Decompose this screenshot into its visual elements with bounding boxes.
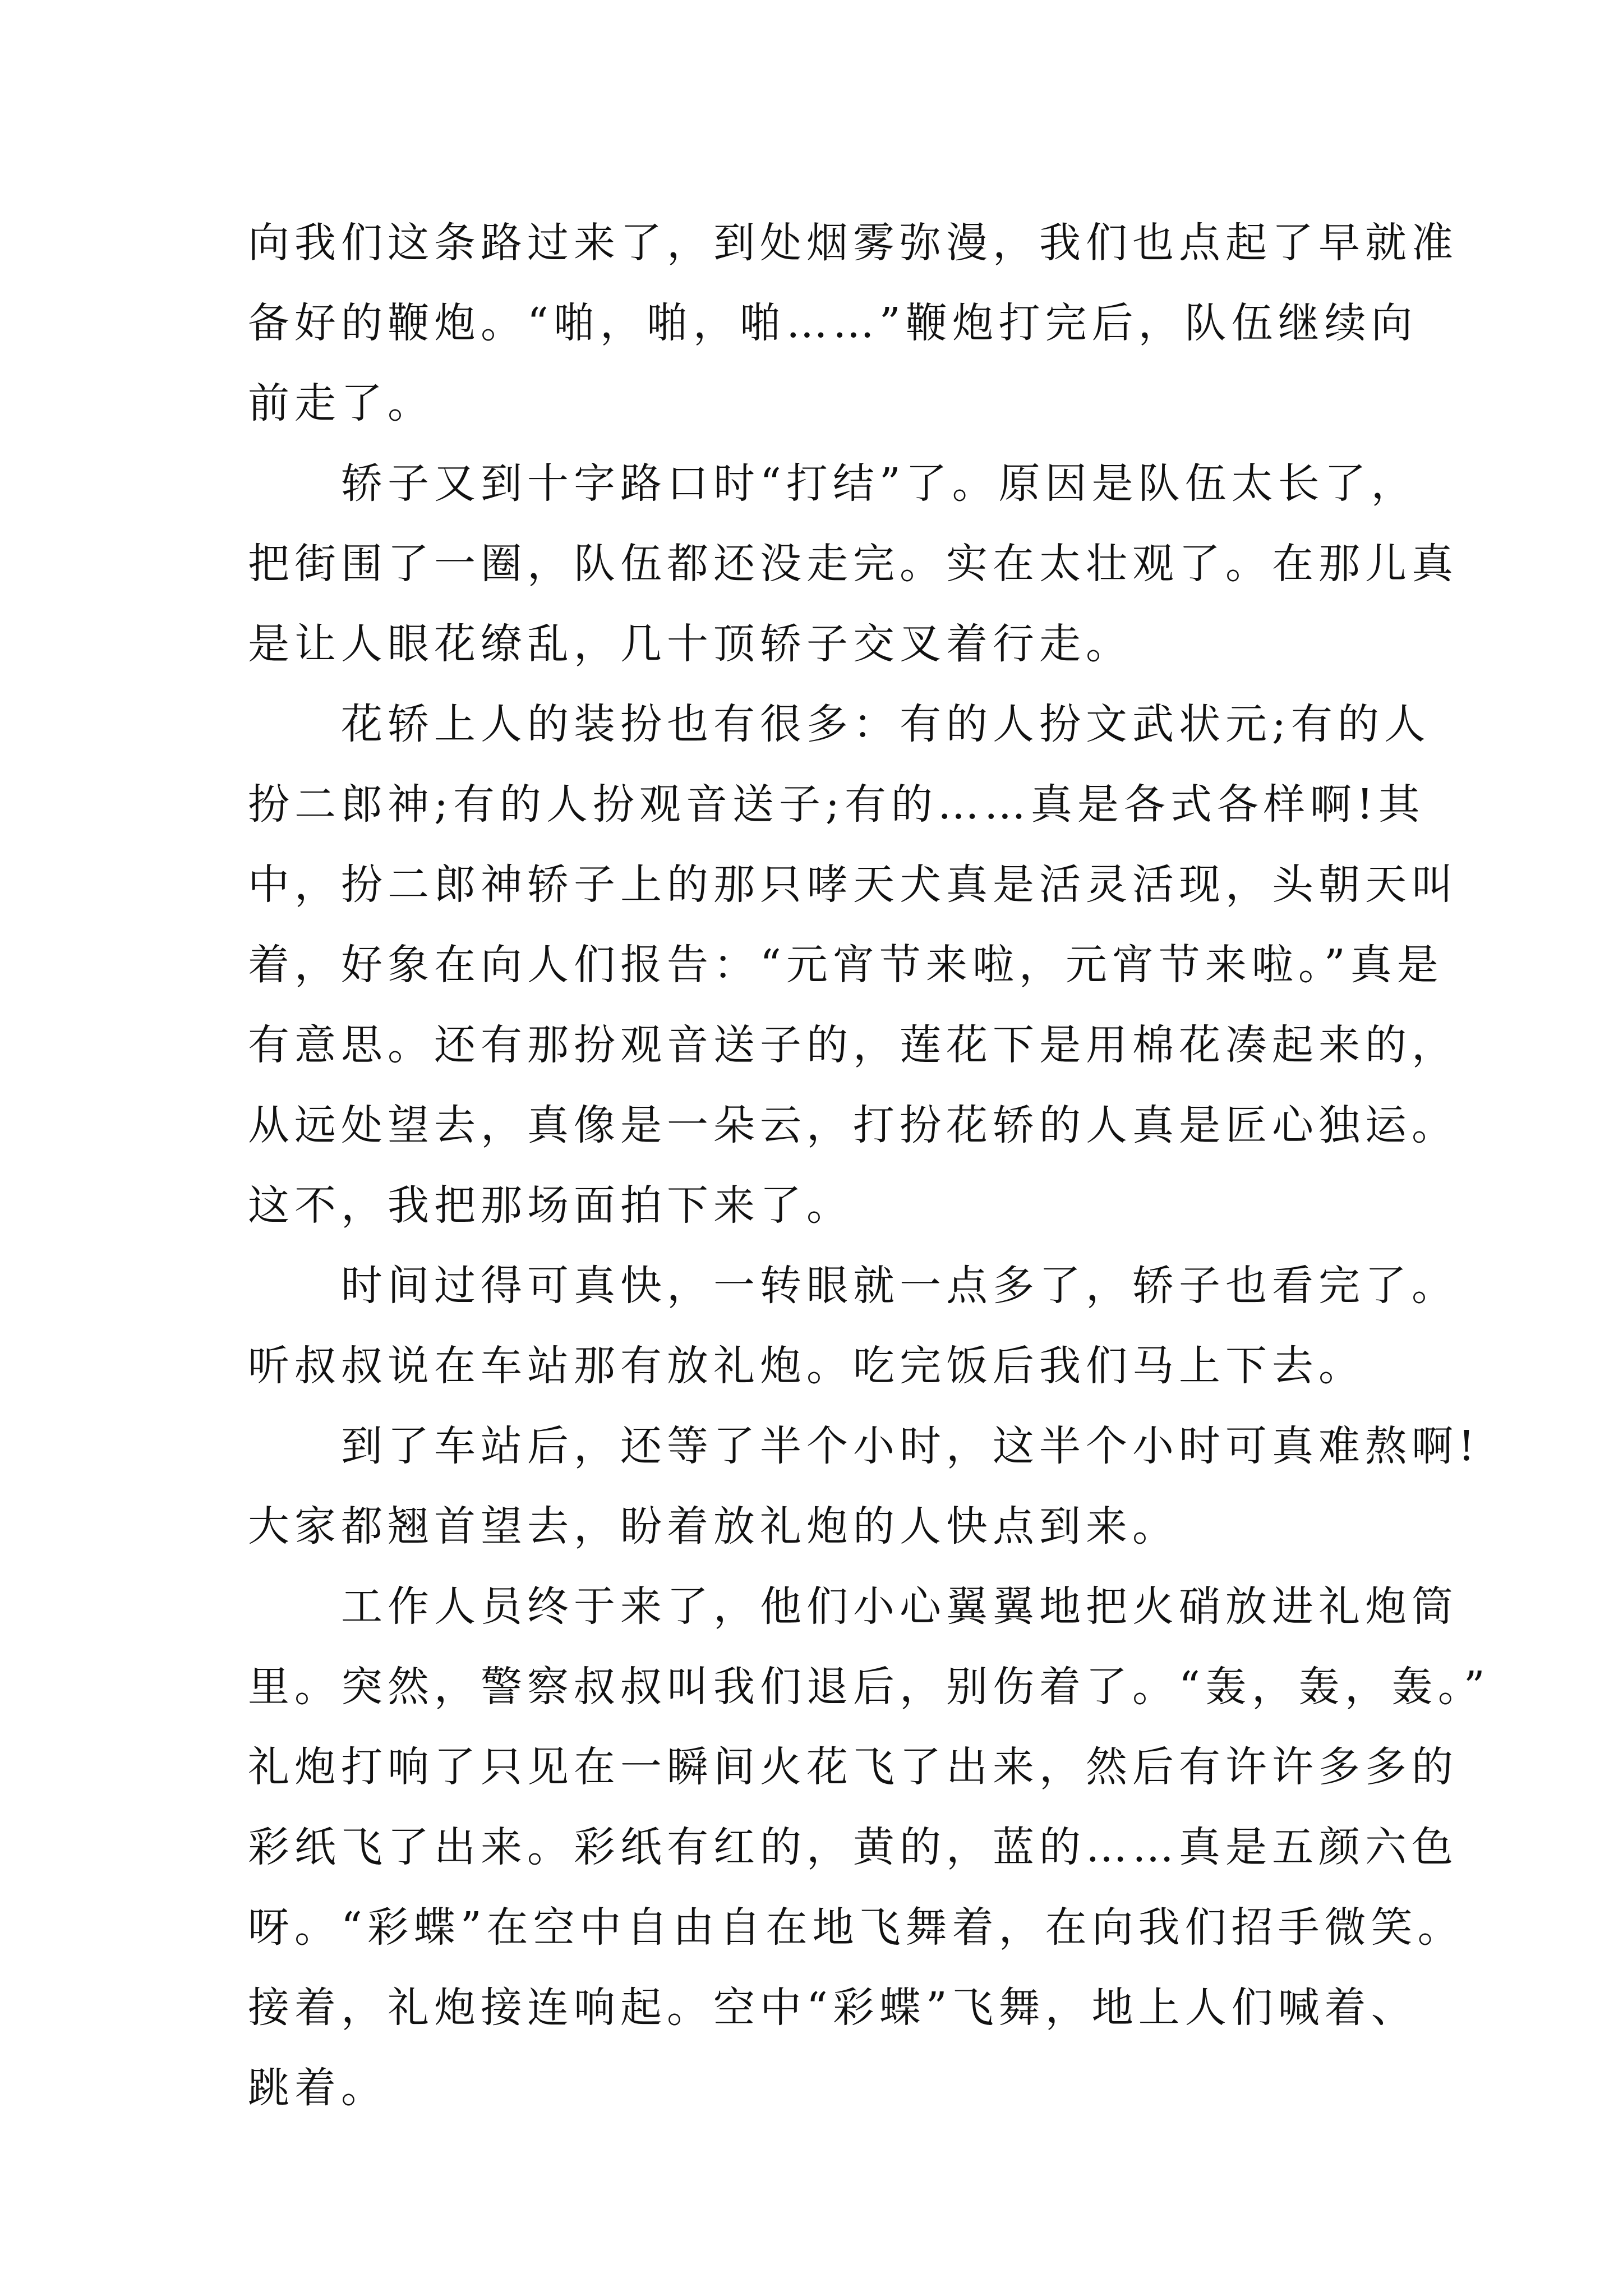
body-text — [248, 203, 1490, 2128]
text-line: 呀。“彩蝶”在空中自由自在地飞舞着，在向我们招手微笑。 — [248, 1903, 1464, 1952]
text-line: 轿子又到十字路口时“打结”了。原因是队伍太长了， — [248, 459, 1418, 508]
text-line: 接着，礼炮接连响起。空中“彩蝶”飞舞，地上人们喊着、 — [248, 1984, 1418, 2032]
text-line: 时间过得可真快，一转眼就一点多了，轿子也看完了。 — [248, 1262, 1458, 1310]
text-line: 向我们这条路过来了，到处烟雾弥漫，我们也点起了早就准 — [248, 219, 1458, 267]
text-line: 花轿上人的装扮也有很多：有的人扮文武状元;有的人 — [248, 700, 1431, 748]
text-line: 工作人员终于来了，他们小心翼翼地把火硝放进礼炮筒 — [248, 1582, 1458, 1631]
text-line: 彩纸飞了出来。彩纸有红的，黄的，蓝的……真是五颜六色 — [248, 1823, 1458, 1871]
text-line: 有意思。还有那扮观音送子的，莲花下是用棉花凑起来的， — [248, 1021, 1458, 1069]
text-line: 跳着。 — [248, 2064, 388, 2112]
text-line: 中，扮二郎神轿子上的那只哮天犬真是活灵活现，头朝天叫 — [248, 861, 1458, 909]
text-line: 听叔叔说在车站那有放礼炮。吃完饭后我们马上下去。 — [248, 1342, 1365, 1390]
text-line: 从远处望去，真像是一朵云，打扮花轿的人真是匠心独运。 — [248, 1101, 1458, 1149]
text-line: 着，好象在向人们报告：“元宵节来啦，元宵节来啦。”真是 — [248, 941, 1444, 989]
text-line: 大家都翘首望去，盼着放礼炮的人快点到来。 — [248, 1502, 1179, 1550]
text-line: 备好的鞭炮。“啪，啪，啪……”鞭炮打完后，队伍继续向 — [248, 299, 1418, 347]
text-line: 是让人眼花缭乱，几十顶轿子交叉着行走。 — [248, 620, 1132, 668]
text-line: 把街围了一圈，队伍都还没走完。实在太壮观了。在那儿真 — [248, 540, 1458, 588]
text-line: 到了车站后，还等了半个小时，这半个小时可真难熬啊! — [248, 1422, 1480, 1470]
text-line: 里。突然，警察叔叔叫我们退后，别伤着了。“轰，轰，轰。” — [248, 1663, 1490, 1711]
text-line: 这不，我把那场面拍下来了。 — [248, 1181, 853, 1230]
text-line: 礼炮打响了只见在一瞬间火花飞了出来，然后有许许多多的 — [248, 1743, 1458, 1791]
text-line: 扮二郎神;有的人扮观音送子;有的……真是各式各样啊!其 — [248, 780, 1425, 829]
text-line: 前走了。 — [248, 379, 434, 427]
